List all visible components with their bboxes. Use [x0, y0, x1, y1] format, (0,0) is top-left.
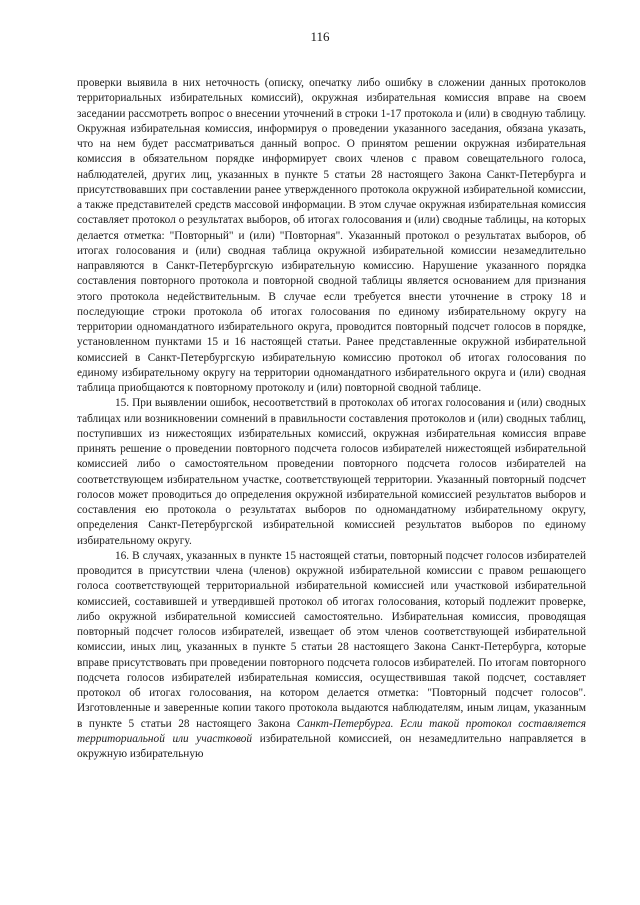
- paragraph-item-16: [77, 549, 586, 763]
- paragraph-item-16-italic-text: Санкт-Петербурга. Если такой протокол составляется территориальной или участковой: [77, 717, 586, 745]
- paragraph-continuation: проверки выявила в них неточность (описку, опечатку либо ошибку в сложении данных протоколов территориальных избирательных комиссий), окружная избирательная комиссия вправе на своем заседании рассмотреть вопрос о внесении уточнений в строки 1-17 протокола и (или) в сводную таблицу. Окружная избирательная комиссия, информируя о проведении указанного заседания, обязана указать, что на нем будет рассматриваться данный вопрос. О принятом решении окружная избирательная комиссия в обязательном порядке информирует своих членов с правом совещательного голоса, наблюдателей, других лиц, указанных в пункте 5 статьи 28 настоящего Закона Санкт-Петербурга и присутствовавших при составлении ранее утвержденного протокола окружной избирательной комиссии, а также представителей средств массовой информации. В этом случае окружная избирательная комиссия составляет протокол о результатах выборов, об итогах голосования и (или) сводные таблицы, на которых делается отметка: "Повторный" и (или) "Повторная". Указанный протокол о результатах выборов, об итогах голосования и (или) сводная таблица окружной избирательной комиссии незамедлительно направляются в Санкт-Петербургскую избирательную комиссию. Нарушение указанного порядка составления повторного протокола и повторной сводной таблицы является основанием для признания этого протокола недействительным. В случае если требуется внести уточнение в строку 18 и последующие строки протокола об итогах голосования по единому избирательному округу на территории одномандатного избирательного округа, проводится повторный подсчет голосов в порядке, установленном пунктами 15 и 16 настоящей статьи. Ранее представленные окружной избирательной комиссией в Санкт-Петербургскую избирательную комиссию протокол об итогах голосования по единому избирательному округу на территории одномандатного избирательного округа и (или) сводная таблица приобщаются к повторному протоколу и (или) повторной сводной таблице.: [77, 77, 586, 394]
- page-number: 116: [310, 29, 330, 44]
- document-text: [77, 76, 586, 762]
- paragraph-item-15: 15. При выявлении ошибок, несоответствий в протоколах об итогах голосования и (или) сводных таблицах или возникновении сомнений в правильности составления протоколов и (или) сводных таблиц, поступивших из нижестоящих избирательных комиссий, окружная избирательная комиссия вправе принять решение о проведении повторного подсчета голосов избирателей нижестоящей избирательной комиссией либо о самостоятельном проведении повторного подсчета голосов избирателей на соответствующем избирательном участке, соответствующей территории. Указанный повторный подсчет голосов может проводиться до определения окружной избирательной комиссией результатов выборов и составления ею протокола о результатах выборов по одномандатному избирательному округу, определения Санкт-Петербургской избирательной комиссией результатов выборов по единому избирательному округу.: [77, 397, 586, 547]
- paragraph-item-16-end-text: избирательной комиссией, он незамедлительно направляется в окружную избирательную: [77, 732, 586, 760]
- paragraph-item-16-text: 16. В случаях, указанных в пункте 15 настоящей статьи, повторный подсчет голосов избирателей проводится в присутствии члена (членов) окружной избирательной комиссии с правом решающего голоса соответствующей территориальной избирательной комиссией или участковой избирательной комиссией, составившей и утвердившей протокол об итогах голосования, который подлежит проверке, либо окружной избирательной комиссией самостоятельно. Избирательная комиссия, проводящая повторный подсчет голосов избирателей, извещает об этом членов соответствующей избирательной комиссии, иных лиц, указанных в пункте 5 статьи 28 настоящего Закона Санкт-Петербурга, которые вправе присутствовать при проведении повторного подсчета голосов избирателей. По итогам повторного подсчета голосов избирателей избирательная комиссия, осуществившая такой подсчет, составляет протокол об итогах голосования, на котором делается отметка: "Повторный подсчет голосов". Изготовленные и заверенные копии такого протокола выдаются наблюдателям, иным лицам, указанным в пункте 5 статьи 28 настоящего Закона: [77, 549, 586, 730]
